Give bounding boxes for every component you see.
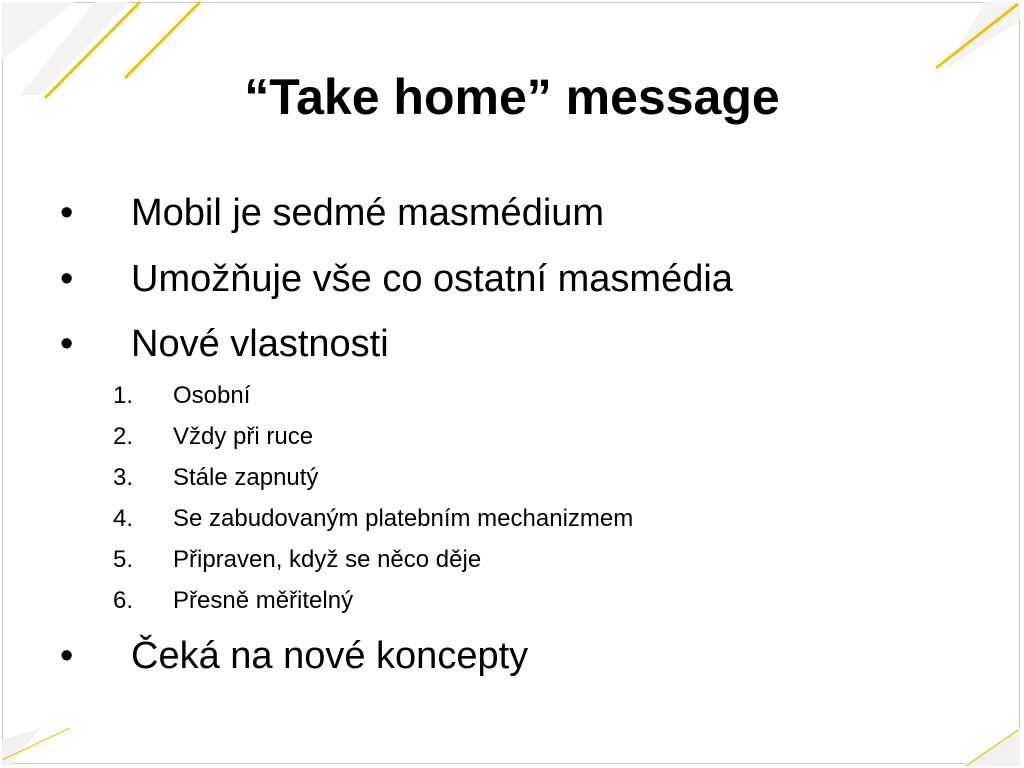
item-number: 5. — [113, 546, 134, 573]
bullet-text: Nové vlastnosti — [131, 323, 389, 365]
slide-title: “Take home” message — [244, 69, 780, 125]
bullet-marker: • — [60, 635, 74, 677]
bullet-text: Umožňuje vše co ostatní masmédia — [131, 258, 733, 300]
item-text: Se zabudovaným platebním mechanizmem — [173, 505, 634, 532]
item-text: Vždy při ruce — [173, 423, 314, 450]
bullet-text: Mobil je sedmé masmédium — [131, 192, 605, 234]
item-number: 6. — [113, 587, 134, 614]
item-number: 3. — [113, 464, 134, 491]
item-text: Stále zapnutý — [173, 464, 319, 491]
item-text: Přesně měřitelný — [173, 587, 354, 614]
item-text: Osobní — [173, 382, 251, 409]
item-number: 2. — [113, 423, 134, 450]
bullet-text: Čeká na nové koncepty — [131, 635, 529, 677]
item-number: 1. — [113, 382, 134, 409]
bullet-marker: • — [60, 192, 74, 234]
item-number: 4. — [113, 505, 134, 532]
item-text: Připraven, když se něco děje — [173, 546, 482, 573]
bullet-marker: • — [60, 323, 74, 365]
bullet-marker: • — [60, 258, 74, 300]
